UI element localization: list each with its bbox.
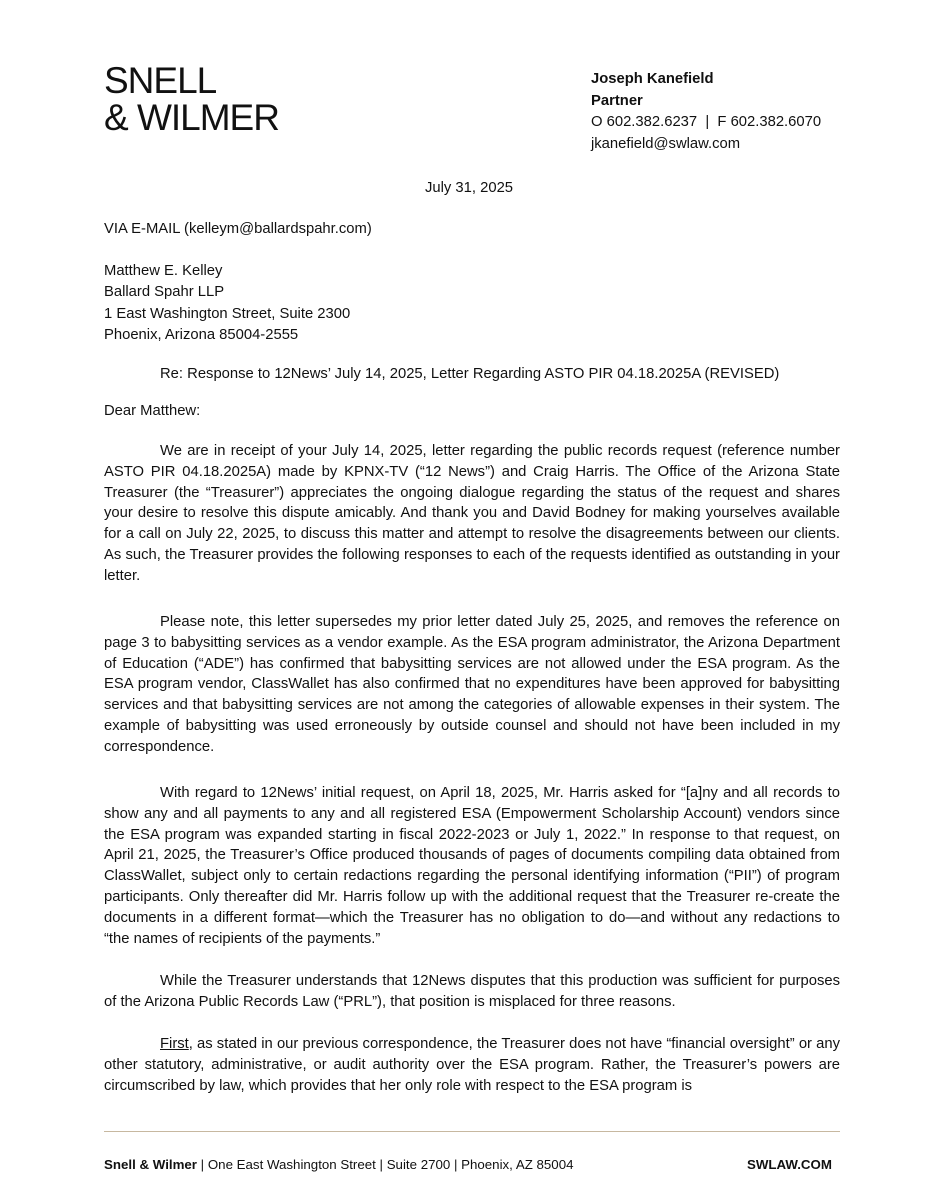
paragraph-4: While the Treasurer understands that 12News disputes that this production was sufficient for purposes of the Arizona Public Records Law (“PRL”), that position is misplaced for three reasons. <box>104 973 840 1010</box>
re-line: Re: Response to 12News’ July 14, 2025, Letter Regarding ASTO PIR 04.18.2025A (REVISED) <box>160 366 780 382</box>
firm-logo <box>104 62 279 136</box>
paragraph-3: With regard to 12News’ initial request, on April 18, 2025, Mr. Harris asked for “[a]ny and all records to show any and all payments to any and all registered ESA (Empowerment Scholarship Account) vendors since the ESA program was expanded starting in fiscal 2022-2023 or July 1, 2022.” In response to that request, on April 21, 2025, the Treasurer’s Office produced thousands of pages of documents compiling data obtained from ClassWallet, subject only to certain redactions regarding the personal identifying information (“PII”) of program participants. Only thereafter did Mr. Harris follow up with the additional request that the Treasurer re-create the documents in a different format—which the Treasurer has no obligation to do—and without any redactions to “the names of recipients of the payments.” <box>104 785 840 947</box>
paragraph-1: We are in receipt of your July 14, 2025, letter regarding the public records request (reference number ASTO PIR 04.18.2025A) made by KPNX-TV (“12 News”) and Craig Harris. The Office of the Arizona State Treasurer (the “Treasurer”) appreciates the ongoing dialogue regarding the status of the request and shares your desire to resolve this dispute amicably. And thank you and David Bodney for making yourselves available for a call on July 22, 2025, to discuss this matter and attempt to resolve the disagreements between our clients. As such, the Treasurer provides the following responses to each of the requests identified as outstanding in your letter. <box>104 443 840 584</box>
logo-line-2: & WILMER <box>104 97 279 138</box>
paragraph-5 <box>104 1034 840 1096</box>
sender-name: Joseph Kanefield <box>591 71 714 87</box>
recipient-firm: Ballard Spahr LLP <box>104 284 225 301</box>
recipient-street: 1 East Washington Street, Suite 2300 <box>104 305 351 322</box>
sender-email: jkanefield@swlaw.com <box>591 135 741 152</box>
recipient-address <box>104 261 350 346</box>
sender-block <box>591 69 821 155</box>
footer-divider <box>104 1131 840 1132</box>
footer-website: SWLAW.COM <box>747 1157 832 1172</box>
paragraph-5-text: , as stated in our previous correspondence, the Treasurer does not have “financial oversight” or any other statutory, administrative, or audit authority over the ESA program. Rather, the Treasurer’s powers are circumscribed by law, which provides that her only role with respect to the ESA program is <box>104 1036 840 1094</box>
letter-date: July 31, 2025 <box>425 180 514 196</box>
salutation: Dear Matthew: <box>104 403 201 419</box>
recipient-city: Phoenix, Arizona 85004-2555 <box>104 326 299 343</box>
footer-firm: Snell & Wilmer <box>104 1157 197 1172</box>
via-line: VIA E-MAIL (kelleym@ballardspahr.com) <box>104 221 372 237</box>
footer-address <box>104 1157 574 1172</box>
paragraph-2: Please note, this letter supersedes my prior letter dated July 25, 2025, and removes the reference on page 3 to babysitting services as a vendor example. As the ESA program administrator, the Arizona Department of Education (“ADE”) has confirmed that babysitting services are not allowed under the ESA program. As the ESA program vendor, ClassWallet has also confirmed that no expenditures have been approved for babysitting services and that babysitting services are not among the categories of allowable expenses in their system. The example of babysitting was used erroneously by outside counsel and should not have been included in my correspondence. <box>104 614 840 755</box>
logo-line-1: SNELL <box>104 60 217 101</box>
sender-title: Partner <box>591 92 643 109</box>
footer-address-text: | One East Washington Street | Suite 2700 | Phoenix, AZ 85004 <box>196 1157 574 1172</box>
first-heading: First <box>160 1036 189 1052</box>
sender-phone: O 602.382.6237 | F 602.382.6070 <box>591 114 822 130</box>
recipient-name: Matthew E. Kelley <box>104 263 223 279</box>
